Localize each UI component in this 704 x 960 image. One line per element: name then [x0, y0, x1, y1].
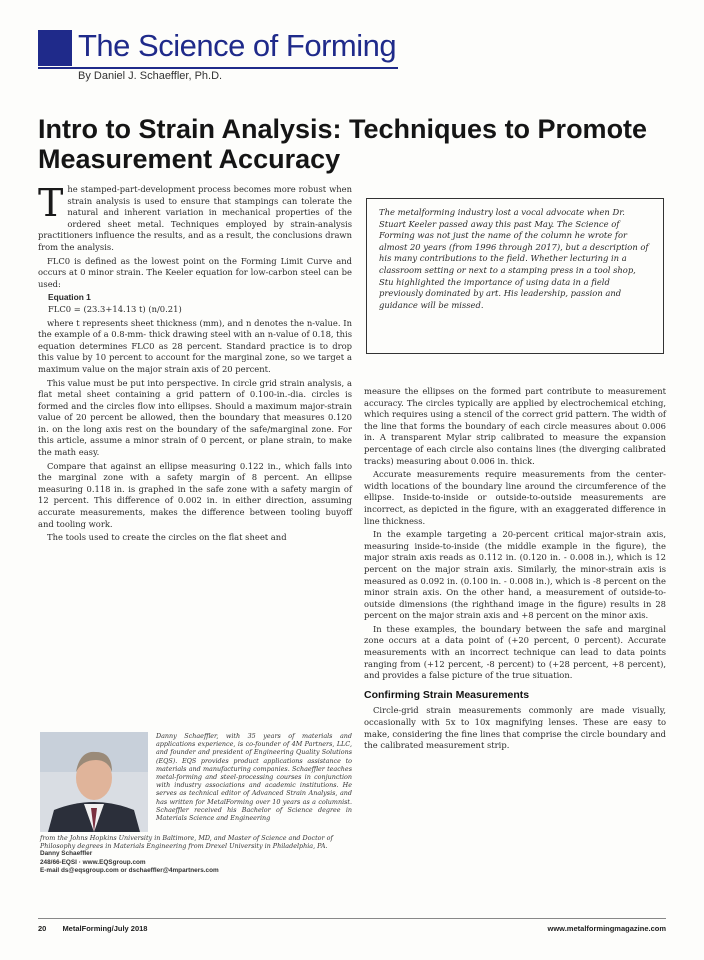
footer-url: www.metalformingmagazine.com [547, 924, 666, 933]
page-number: 20 [38, 924, 47, 933]
equation-title: Equation 1 [48, 292, 91, 303]
intro-text: he stamped-part-development process becomes more robust when strain analysis is used to ensure that stampings can tolerate the natural and inherent variation in mechanical properties of the ordered sheet metal. Techniques employed by strain-analysis practitioners influence the results, and as a result, the conclusions drawn from the analysis. [38, 184, 352, 252]
author-email: E-mail ds@eqsgroup.com or dschaeffler@4mpartners.com [40, 866, 219, 874]
author-name: Danny Schaeffler [40, 850, 93, 858]
intro-paragraph [38, 181, 352, 254]
drop-cap: T [38, 181, 64, 225]
bio-continuation: from the Johns Hopkins University in Baltimore, MD, and Master of Science and Doctor of Philosophy degrees in Materials Engineering from Drexel University in Philadelphia, PA. [40, 834, 333, 851]
article-headline: Intro to Strain Analysis: Techniques to Promote Measurement Accuracy [38, 114, 648, 174]
author-bio-continued [40, 834, 352, 875]
paragraph: This value must be put into perspective. In circle grid strain analysis, a flat metal sheet containing a grid pattern of 0.100-in.-dia. circles is formed and the circles flow into ellipses. Should a maximum major-strain value of 20 percent be allowed, then the boundary that measures 0.120 in. on the long axis rest on the boundary of the safe/marginal zone. For this article, assume a minor strain of 0 percent, or plane strain, to make the math easy. [38, 377, 352, 458]
paragraph: Compare that against an ellipse measuring 0.122 in., which falls into the marginal zone with a safety margin of 8 percent. An ellipse measuring 0.118 in. is graphed in the safe zone with a safety margin of 12 percent. This difference of 0.002 in. in either direction, assuming accurate measurements, makes the difference between tooling buyoff and tooling work. [38, 460, 352, 529]
paragraph: In these examples, the boundary between the safe and marginal zone occurs at a data point of (+20 percent, 0 percent). Accurate measurements with an incorrect technique can lead to data points ranging from (+12 percent, -8 percent) to (+28 percent, +8 percent), and provides a false picture of the true situation. [364, 623, 666, 681]
right-column [364, 386, 666, 754]
column-rule [38, 67, 398, 69]
footer-left [38, 924, 161, 933]
paragraph: Accurate measurements require measurements from the center-width locations of the boundary line around the circumference of the ellipse. Inside-to-inside or outside-to-outside measurements are incorrect, as depicted in the figure, with an exaggerated difference in line thickness. [364, 469, 666, 526]
section-subhead: Confirming Strain Measurements [364, 688, 530, 701]
memorial-sidebar: The metalforming industry lost a vocal advocate when Dr. Stuart Keeler passed away this past May. The Science of Forming was not just the name of the column he wrote for almost 20 years (from 1996 through 2017), but a description of his many contributions to the field. Whether lecturing in a classroom setting or next to a stamping press in a tool shop, Stu highlighted the importance of using data in a field previously dominated by art. His leadership, passion and guidance will be missed. [366, 198, 664, 354]
paragraph: where t represents sheet thickness (mm), and n denotes the n-value. In the example of a 0.8-mm- thick drawing steel with an n-value of 0.18, this equation determines FLC0 as 28 percent. Standard practice is to drop this value by 10 percent to account for the marginal zone, so we target a maximum value on the major strain axis of 20 percent. [38, 317, 352, 374]
author-bio: Danny Schaeffler, with 35 years of materials and applications experience, is co-founder of 4M Partners, LLC, and founder and president of Engineering Quality Solutions (EQS). EQS provides product applications assistance to materials and manufacturing companies. Schaeffler teaches metal-forming and steel-processing courses in conjunction with industry associations and academic institutions. He serves as technical editor of Advanced Strain Analysis, and has written for MetalForming over 10 years as a columnist. Schaeffler received his Bachelor of Science degree in Materials Science and Engineering [156, 732, 352, 823]
paragraph: In the example targeting a 20-percent critical major-strain axis, measuring inside-to-inside (the middle example in the figure), the major strain axis reads as 0.112 in. (0.120 in. - 0.008 in.), which is 12 percent on the major strain axis. Similarly, the minor-strain axis is measured as 0.092 in. (0.100 in. - 0.008 in.), which is -8 percent on the minor strain axis. On the other hand, a measurement of outside-to-outside dimensions (the righthand image in the figure) results in 28 percent on the major strain axis and +8 percent on the minor axis. [364, 529, 666, 621]
byline: By Daniel J. Schaeffler, Ph.D. [78, 70, 223, 82]
author-photo [40, 732, 148, 832]
footer-rule [38, 918, 666, 919]
column-color-bar [38, 30, 72, 66]
column-title: The Science of Forming [78, 28, 397, 63]
issue-label: MetalForming/July 2018 [62, 924, 148, 933]
paragraph: The tools used to create the circles on the flat sheet and [47, 532, 287, 543]
author-phone: 248/66-EQSI · www.EQSgroup.com [40, 858, 146, 866]
left-column [38, 181, 352, 546]
paragraph: Circle-grid strain measurements commonly are made visually, occasionally with 5x to 10x magnifying lenses. These are easy to make, considering the fine lines that comprise the circle boundary and the calibrated measurement strip. [364, 705, 666, 751]
equation: FLC0 = (23.3+14.13 t) (n/0.21) [48, 303, 182, 314]
paragraph: measure the ellipses on the formed part contribute to measurement accuracy. The circles typically are applied by electrochemical etching, which requires using a stencil of the correct grid pattern. The width of the line that forms the boundary of each circle measures about 0.006 in. A transparent Mylar strip calibrated to measure the expansion percentage of each circle also contains lines (the diverging calibrated tracks) measuring about 0.006 in. thick. [364, 386, 666, 466]
paragraph: FLC0 is defined as the lowest point on the Forming Limit Curve and occurs at 0 minor strain. The Keeler equation for low-carbon steel can be used: [38, 255, 352, 289]
